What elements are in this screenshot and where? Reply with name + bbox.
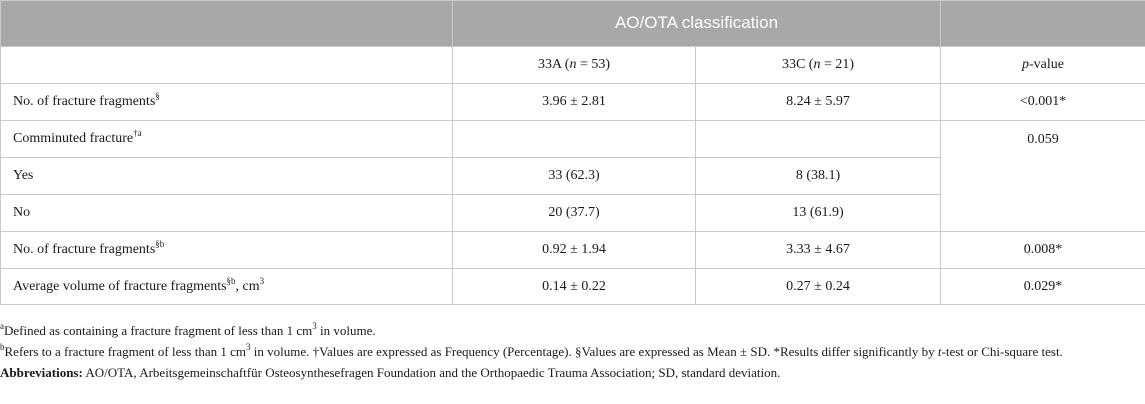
column-header-33c: 33C (n = 21) (696, 47, 941, 84)
table-row (1, 84, 1145, 121)
cell-33a: 0.14 ± 0.22 (453, 269, 696, 305)
row-label: No. of fracture fragments$^{\S b}$ (1, 232, 453, 269)
group-header-label: AO/OTA classification (614, 12, 779, 32)
cell-33c (696, 121, 941, 158)
footnote-b: $^b$Refers to a fracture fragment of less than 1 $cm^3$ in volume. †Values are expressed as Frequency (Percentage). §Values are expressed as Mean ± SD. *Results differ significantly by t-test or Chi-square test. (0, 342, 1063, 359)
group-header-row (1, 1, 1145, 47)
cell-33a: 20 (37.7) (453, 195, 696, 232)
table-footnotes (0, 322, 1140, 381)
cell-33a: 3.96 ± 2.81 (453, 84, 696, 121)
cell-33c: 8 (38.1) (696, 158, 941, 195)
row-label: Yes (1, 158, 453, 195)
cell-p-value: 0.029* (941, 269, 1145, 305)
cell-33c: 13 (61.9) (696, 195, 941, 232)
group-header-cell (453, 1, 941, 47)
table-row (1, 269, 1145, 305)
column-header-row (1, 47, 1145, 84)
cell-p-value: <0.001* (941, 84, 1145, 121)
footnote-a: $^a$Defined as containing a fracture fragment of less than 1 $cm^3$ in volume. (0, 321, 376, 338)
column-header-p-value: p-value (941, 47, 1145, 84)
row-label: Average volume of fracture fragments$^{\S b}$, $cm^3$ (1, 269, 453, 305)
header-blank-cell-right (941, 1, 1145, 47)
table-row (1, 232, 1145, 269)
cell-33a: 33 (62.3) (453, 158, 696, 195)
cell-33c: 0.27 ± 0.24 (696, 269, 941, 305)
header-blank-cell (1, 1, 453, 47)
cell-33a: 0.92 ± 1.94 (453, 232, 696, 269)
table-row (1, 121, 1145, 158)
row-label: No (1, 195, 453, 232)
cell-33c: 3.33 ± 4.67 (696, 232, 941, 269)
cell-p-value-merged: 0.059 (941, 121, 1145, 232)
column-header-blank (1, 47, 453, 84)
column-header-33a: 33A (n = 53) (453, 47, 696, 84)
footnote-abbreviations: Abbreviations: AO/OTA, Arbeitsgemeinschaftfür Osteosynthesefragen Foundation and the Orthopaedic Trauma Association; SD, standard deviation. (0, 365, 781, 380)
cell-33a (453, 121, 696, 158)
cell-p-value: 0.008* (941, 232, 1145, 269)
row-label: Comminuted fracture$^{\dagger a}$ (1, 121, 453, 158)
cell-33c: 8.24 ± 5.97 (696, 84, 941, 121)
row-label: No. of fracture fragments§ (1, 84, 453, 121)
